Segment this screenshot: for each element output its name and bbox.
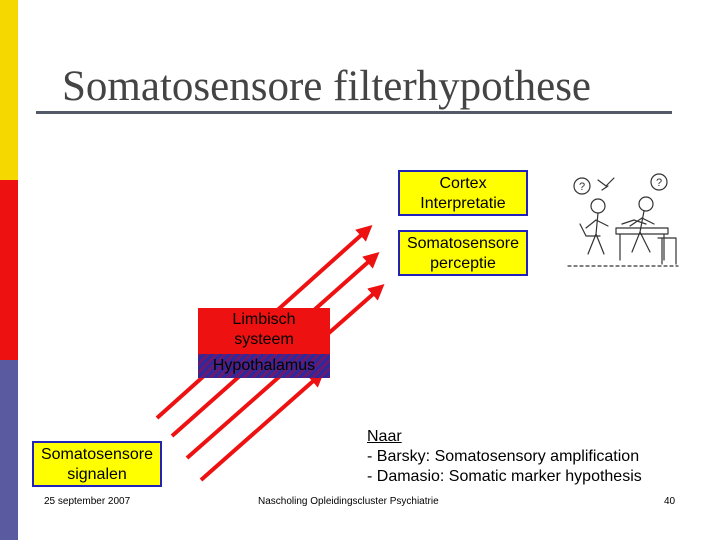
note-heading: Naar: [367, 428, 402, 445]
cortex-line1: Cortex: [439, 175, 487, 192]
note-line1: - Barsky: Somatosensory amplification: [367, 448, 640, 465]
footer-date: 25 september 2007: [44, 496, 131, 507]
perception-box: [398, 230, 528, 276]
svg-text:?: ?: [656, 177, 663, 189]
limbic-box: [198, 308, 330, 354]
hypothalamus-box: [198, 354, 330, 378]
perception-line1: Somatosensore: [406, 235, 520, 252]
limbic-line2: systeem: [234, 331, 294, 348]
limbic-line1: Limbisch: [232, 311, 296, 328]
signals-box: [32, 441, 162, 487]
svg-text:?: ?: [579, 181, 586, 193]
footer-course: Nascholing Opleidingscluster Psychiatrie: [258, 496, 439, 507]
footer-page-number: 40: [664, 496, 676, 507]
cortex-box: [398, 170, 528, 216]
reference-note: [367, 427, 642, 487]
perception-line2: perceptie: [430, 255, 496, 272]
note-line2: - Damasio: Somatic marker hypothesis: [367, 468, 642, 485]
cortex-line2: Interpretatie: [420, 195, 506, 212]
signals-line1: Somatosensore: [40, 446, 154, 463]
doctor-patient-cartoon-icon: [558, 168, 684, 276]
slide-title: Somatosensore filterhypothese: [62, 63, 592, 110]
hypothalamus-label: Hypothalamus: [212, 357, 316, 374]
signals-line2: signalen: [67, 466, 127, 483]
